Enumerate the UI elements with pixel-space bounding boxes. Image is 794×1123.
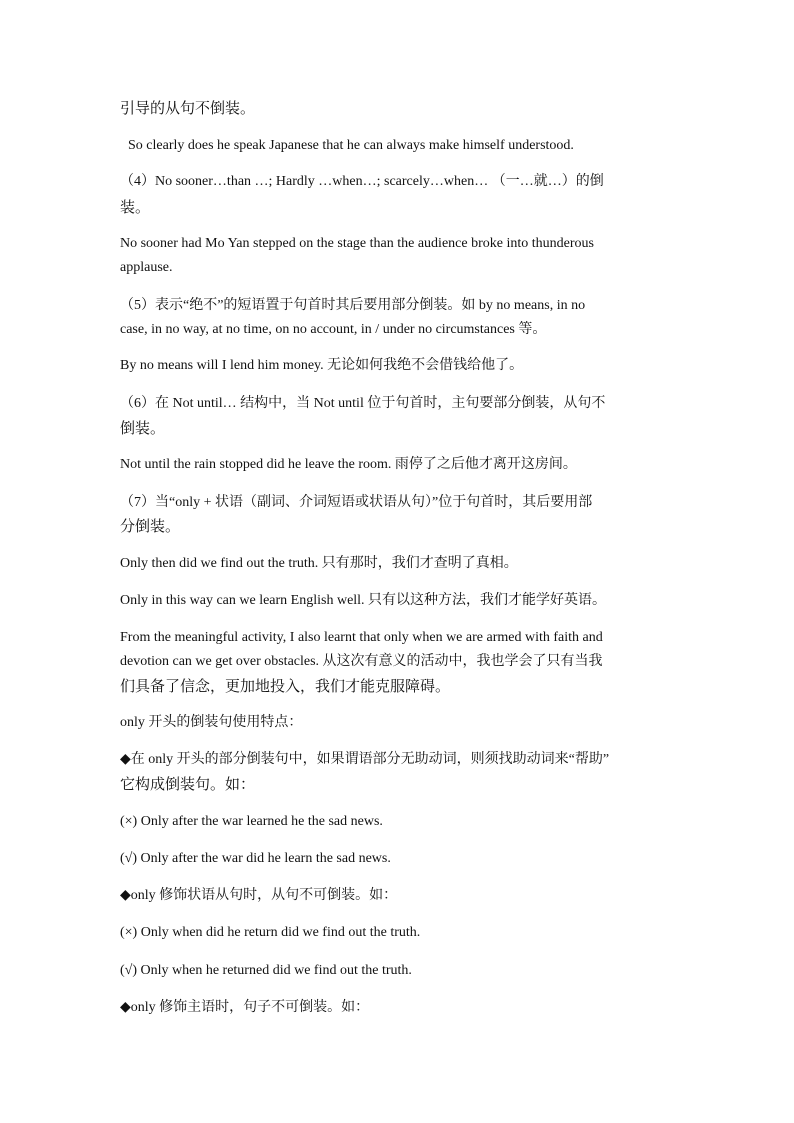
- text-line-24: (√) Only after the war did he learn the sad news.: [120, 851, 391, 866]
- text-line-13: （7）当“only + 状语（副词、介词短语或状语从句）”位于句首时，其后要用部: [120, 495, 593, 510]
- text-line-3: （4）No sooner…than …; Hardly …when…; scarcely…when… （一…就…）的倒: [120, 174, 604, 189]
- text-line-12: Not until the rain stopped did he leave the room. 雨停了之后他才离开这房间。: [120, 457, 577, 472]
- text-line-9: By no means will I lend him money. 无论如何我绝不会借钱给他了。: [120, 358, 524, 373]
- text-line-14: 分倒装。: [120, 517, 181, 535]
- text-line-16: Only in this way can we learn English well. 只有以这种方法，我们才能学好英语。: [120, 593, 607, 608]
- text-line-19: 们具备了信念，更加地投入，我们才能克服障碍。: [120, 677, 451, 695]
- text-line-1: 引导的从句不倒装。: [120, 99, 256, 117]
- text-line-8: case, in no way, at no time, on no account, in / under no circumstances 等。: [120, 322, 547, 337]
- text-line-22: 它构成倒装句。如：: [120, 775, 256, 793]
- text-line-25: ◆only 修饰状语从句时，从句不可倒装。如：: [120, 888, 398, 903]
- text-line-5: No sooner had Mo Yan stepped on the stage than the audience broke into thunderous: [120, 236, 594, 251]
- text-line-20: only 开头的倒装句使用特点：: [120, 715, 303, 730]
- text-line-7: （5）表示“绝不”的短语置于句首时其后要用部分倒装。如 by no means, in no: [120, 298, 586, 313]
- text-line-15: Only then did we find out the truth. 只有那时，我们才查明了真相。: [120, 556, 518, 571]
- text-line-4: 装。: [120, 198, 151, 216]
- text-line-18: devotion can we get over obstacles. 从这次有意义的活动中，我也学会了只有当我: [120, 654, 603, 669]
- text-line-26: (×) Only when did he return did we find out the truth.: [120, 925, 421, 940]
- text-line-6: applause.: [120, 260, 173, 275]
- text-line-17: From the meaningful activity, I also learnt that only when we are armed with faith and: [120, 630, 603, 645]
- text-line-21: ◆在 only 开头的部分倒装句中，如果谓语部分无助动词，则须找助动词来“帮助”: [120, 752, 610, 767]
- text-line-28: ◆only 修饰主语时，句子不可倒装。如：: [120, 1000, 370, 1015]
- text-line-23: (×) Only after the war learned he the sad news.: [120, 814, 383, 829]
- text-line-27: (√) Only when he returned did we find out the truth.: [120, 963, 412, 978]
- text-line-11: 倒装。: [120, 419, 166, 437]
- text-line-2: So clearly does he speak Japanese that he can always make himself understood.: [128, 138, 574, 153]
- text-line-10: （6）在 Not until… 结构中，当 Not until 位于句首时，主句要部分倒装，从句不: [120, 396, 606, 411]
